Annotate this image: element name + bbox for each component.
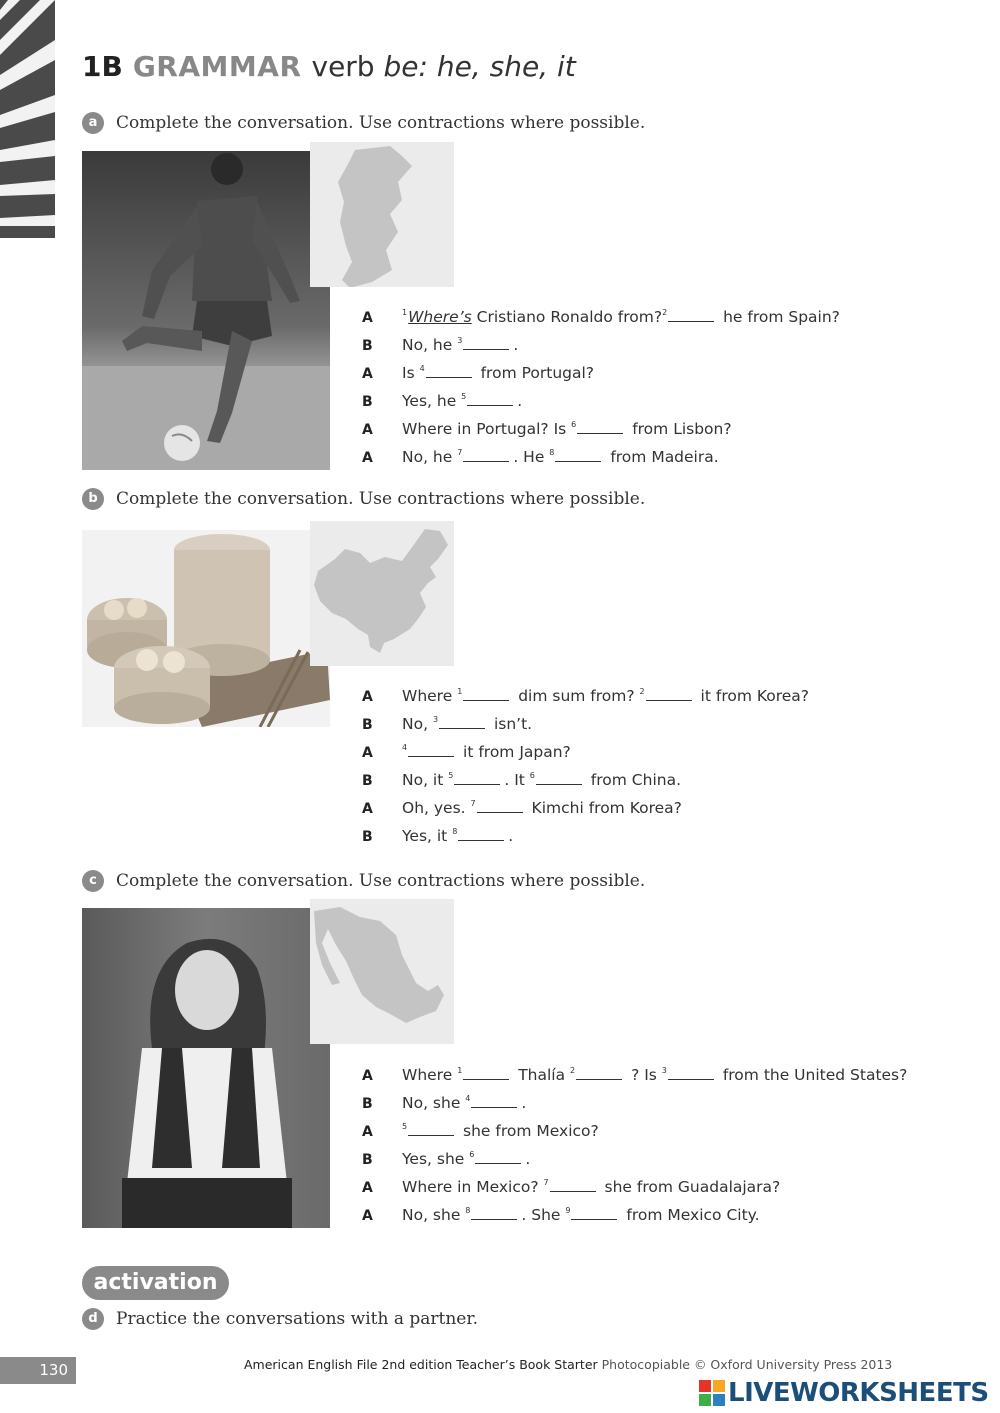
answer-blank[interactable] <box>408 1121 454 1136</box>
dialogue-text: Oh, yes. <box>402 799 471 817</box>
dialogue-text: from Mexico City. <box>621 1206 760 1224</box>
unit-number: 1B <box>82 50 123 83</box>
dialogue-line <box>362 411 982 439</box>
answer-blank[interactable] <box>536 770 582 785</box>
conversation-a <box>362 299 982 467</box>
dialogue-text: Where <box>402 687 458 705</box>
answer-blank[interactable] <box>471 1093 517 1108</box>
exercise-instruction: Complete the conversation. Use contractions where possible. <box>116 113 646 133</box>
answer-blank[interactable] <box>463 686 509 701</box>
logo-squares-icon <box>698 1379 726 1407</box>
dialogue-text: . It <box>504 771 530 789</box>
dialogue-text: . <box>517 392 523 410</box>
dialogue-text: No, <box>402 715 433 733</box>
dim-sum-photo <box>82 530 330 727</box>
answer-blank[interactable] <box>550 1177 596 1192</box>
speaker-label: A <box>362 366 373 382</box>
dialogue-text: Kimchi from Korea? <box>526 799 682 817</box>
dialogue-text: it from Korea? <box>695 687 810 705</box>
gap-number: 1 <box>457 1066 463 1075</box>
speaker-label: A <box>362 310 373 326</box>
dialogue-text: ? Is <box>626 1066 662 1084</box>
answer-blank[interactable] <box>426 363 472 378</box>
dialogue-line <box>362 1141 982 1169</box>
dialogue-line <box>362 762 982 790</box>
dialogue-text: from Lisbon? <box>627 420 732 438</box>
answer-blank[interactable] <box>668 307 714 322</box>
gap-number: 2 <box>662 308 668 317</box>
topic-italic: be: he, she, it <box>383 50 576 83</box>
gap-number: 8 <box>452 827 458 836</box>
footballer-photo <box>82 151 330 470</box>
answer-blank[interactable] <box>471 1205 517 1220</box>
gap-number: 7 <box>543 1178 549 1187</box>
dialogue-text: Is <box>402 364 420 382</box>
dialogue-text: Where <box>402 1066 458 1084</box>
dialogue-text: from Madeira. <box>605 448 719 466</box>
mexico-map <box>310 899 454 1044</box>
dialogue-text: from China. <box>585 771 682 789</box>
example-answer: Where’s <box>408 308 472 326</box>
dialogue-line <box>362 383 982 411</box>
footer-credit <box>244 1357 892 1373</box>
exercise-instruction: Complete the conversation. Use contractions where possible. <box>116 871 646 891</box>
exercise-instruction: Practice the conversations with a partner. <box>116 1309 479 1329</box>
dialogue-line <box>362 1057 982 1085</box>
dialogue-line <box>362 1197 982 1225</box>
exercise-d-heading <box>82 1308 478 1334</box>
gap-number: 6 <box>469 1150 475 1159</box>
dialogue-text: . <box>513 336 519 354</box>
answer-blank[interactable] <box>477 798 523 813</box>
dialogue-text: . He <box>513 448 550 466</box>
exercise-letter: a <box>82 112 104 134</box>
dialogue-text: Yes, it <box>402 827 453 845</box>
speaker-label: B <box>362 829 373 845</box>
gap-number: 5 <box>448 771 454 780</box>
dialogue-text: she from Mexico? <box>458 1122 599 1140</box>
dialogue-line <box>362 439 982 467</box>
dialogue-text: . <box>508 827 514 845</box>
gap-number: 3 <box>457 336 463 345</box>
exercise-c-heading <box>82 870 645 896</box>
speaker-label: A <box>362 450 373 466</box>
dialogue-text: No, she <box>402 1094 466 1112</box>
gap-number: 6 <box>571 420 577 429</box>
dialogue-text: isn’t. <box>489 715 533 733</box>
dialogue-text: from the United States? <box>717 1066 908 1084</box>
dialogue-line <box>362 706 982 734</box>
dialogue-line <box>362 1169 982 1197</box>
answer-blank[interactable] <box>439 714 485 729</box>
speaker-label: B <box>362 773 373 789</box>
portugal-map <box>310 142 454 287</box>
dialogue-line <box>362 678 982 706</box>
dialogue-text: Where in Mexico? <box>402 1178 544 1196</box>
activation-badge: activation <box>82 1266 229 1300</box>
exercise-letter: d <box>82 1308 104 1330</box>
dialogue-line <box>362 327 982 355</box>
speaker-label: A <box>362 745 373 761</box>
exercise-a-heading <box>82 112 645 138</box>
answer-blank[interactable] <box>571 1205 617 1220</box>
dialogue-text: he from Spain? <box>718 308 840 326</box>
speaker-label: B <box>362 1152 373 1168</box>
page-title <box>82 50 576 83</box>
dialogue-line <box>362 355 982 383</box>
answer-blank[interactable] <box>463 1065 509 1080</box>
gap-number: 4 <box>402 743 408 752</box>
dialogue-line <box>362 818 982 846</box>
singer-photo <box>82 908 330 1228</box>
footer-copyright: Photocopiable © Oxford University Press 2013 <box>601 1357 893 1372</box>
dialogue-line <box>362 1085 982 1113</box>
speaker-label: B <box>362 338 373 354</box>
gap-number: 8 <box>549 448 555 457</box>
answer-blank[interactable] <box>408 742 454 757</box>
answer-blank[interactable] <box>454 770 500 785</box>
answer-blank[interactable] <box>463 335 509 350</box>
gap-number: 8 <box>465 1206 471 1215</box>
answer-blank[interactable] <box>475 1149 521 1164</box>
dialogue-line <box>362 790 982 818</box>
dialogue-text: it from Japan? <box>458 743 571 761</box>
decorative-stripes <box>0 0 55 238</box>
gap-number: 3 <box>432 715 439 724</box>
logo-text: LIVEWORKSHEETS <box>728 1378 989 1408</box>
dialogue-text: Thalía <box>513 1066 571 1084</box>
exercise-letter: b <box>82 488 104 510</box>
conversation-b <box>362 678 982 846</box>
answer-blank[interactable] <box>576 1065 622 1080</box>
dialogue-text: No, he <box>402 448 458 466</box>
speaker-label: A <box>362 1180 373 1196</box>
answer-blank[interactable] <box>458 826 504 841</box>
topic-prefix: verb <box>311 50 375 83</box>
gap-number: 1 <box>457 687 463 696</box>
dialogue-text: . <box>521 1094 527 1112</box>
speaker-label: B <box>362 1096 373 1112</box>
section-label: GRAMMAR <box>132 50 302 83</box>
footer-book-title: American English File 2nd edition Teacher’s Book Starter <box>244 1357 598 1372</box>
gap-number: 9 <box>565 1206 571 1215</box>
dialogue-text: . <box>525 1150 531 1168</box>
exercise-letter: c <box>82 870 104 892</box>
gap-number: 6 <box>529 771 535 780</box>
answer-blank[interactable] <box>463 447 509 462</box>
page-number: 130 <box>0 1357 76 1384</box>
dialogue-text: Cristiano Ronaldo from? <box>471 308 663 326</box>
dialogue-text: she from Guadalajara? <box>599 1178 781 1196</box>
dialogue-text: No, she <box>402 1206 466 1224</box>
dialogue-text: Yes, he <box>402 392 462 410</box>
speaker-label: A <box>362 689 373 705</box>
dialogue-text: dim sum from? <box>513 687 640 705</box>
gap-number: 2 <box>570 1066 576 1075</box>
speaker-label: A <box>362 1208 373 1224</box>
answer-blank[interactable] <box>555 447 601 462</box>
china-map <box>310 521 454 666</box>
dialogue-text: . She <box>521 1206 566 1224</box>
dialogue-text: from Portugal? <box>475 364 595 382</box>
gap-number: 4 <box>419 364 425 373</box>
dialogue-line <box>362 734 982 762</box>
gap-number: 3 <box>661 1066 667 1075</box>
dialogue-text: Yes, she <box>402 1150 470 1168</box>
exercise-b-heading <box>82 488 645 514</box>
dialogue-line <box>362 299 982 327</box>
answer-blank[interactable] <box>467 391 513 406</box>
answer-blank[interactable] <box>577 419 623 434</box>
gap-number: 7 <box>457 448 463 457</box>
exercise-instruction: Complete the conversation. Use contractions where possible. <box>116 489 646 509</box>
gap-number: 1 <box>402 308 408 317</box>
gap-number: 5 <box>402 1122 408 1131</box>
gap-number: 4 <box>465 1094 471 1103</box>
answer-blank[interactable] <box>668 1065 714 1080</box>
speaker-label: A <box>362 1068 373 1084</box>
gap-number: 7 <box>470 799 476 808</box>
dialogue-text: No, it <box>402 771 449 789</box>
speaker-label: A <box>362 801 373 817</box>
dialogue-text: Where in Portugal? Is <box>402 420 572 438</box>
answer-blank[interactable] <box>646 686 692 701</box>
gap-number: 5 <box>461 392 467 401</box>
speaker-label: A <box>362 422 373 438</box>
speaker-label: B <box>362 717 373 733</box>
dialogue-text: No, he <box>402 336 458 354</box>
gap-number: 2 <box>639 687 645 696</box>
dialogue-line <box>362 1113 982 1141</box>
liveworksheets-logo <box>698 1378 989 1408</box>
speaker-label: B <box>362 394 373 410</box>
speaker-label: A <box>362 1124 373 1140</box>
conversation-c <box>362 1057 982 1225</box>
